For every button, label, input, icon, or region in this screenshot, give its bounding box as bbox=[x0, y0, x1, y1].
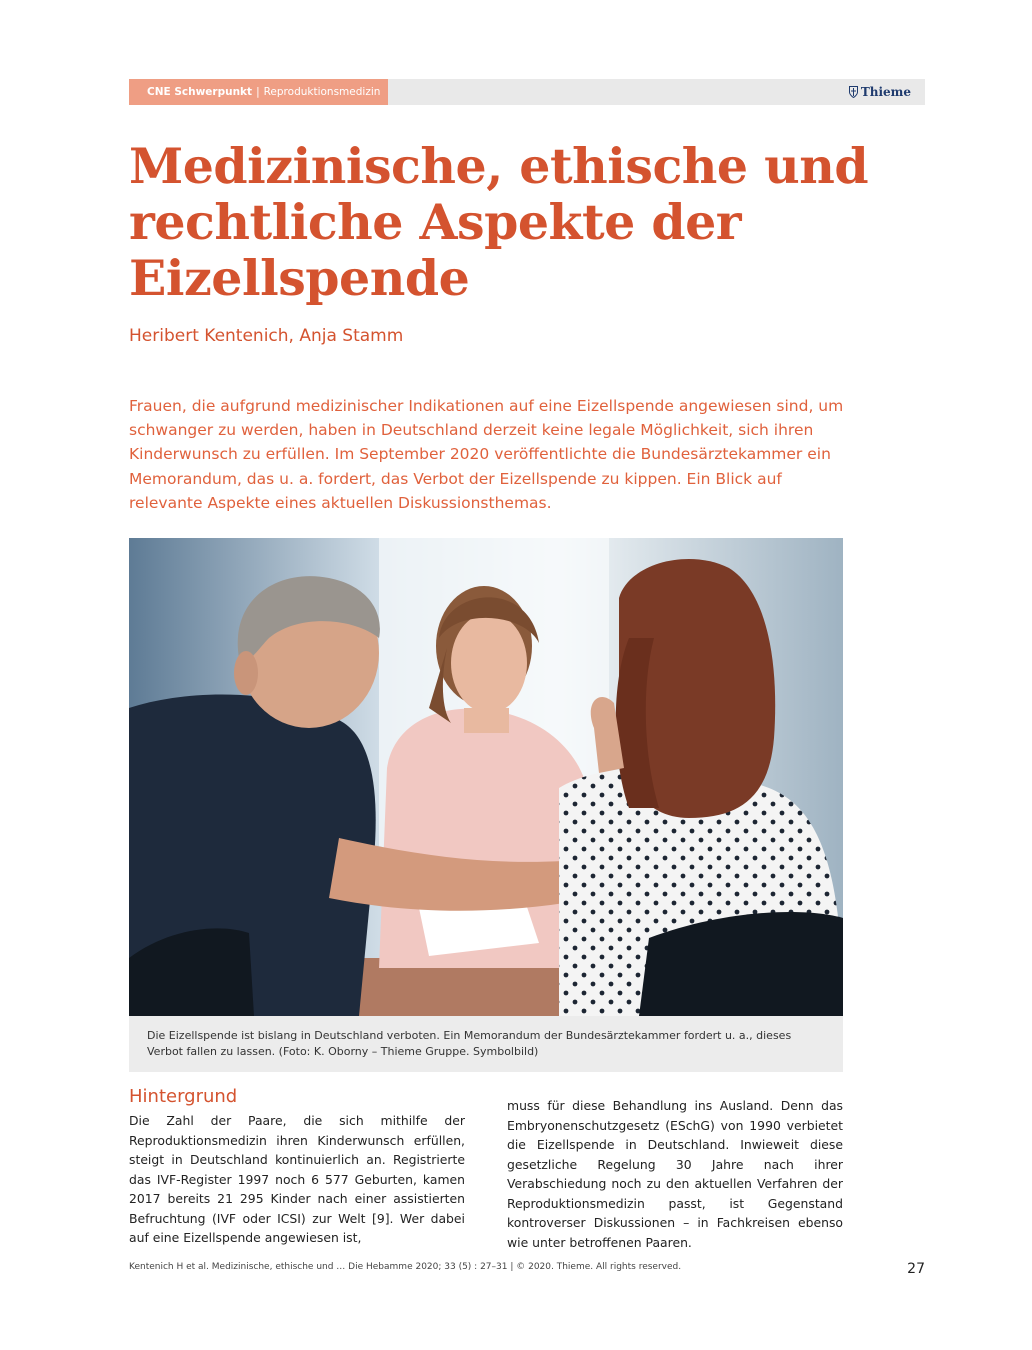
article-photo bbox=[129, 538, 843, 1016]
shield-icon bbox=[849, 86, 858, 98]
section-heading: Hintergrund bbox=[129, 1086, 238, 1107]
topic-label: Reproduktionsmedizin bbox=[263, 86, 381, 98]
paragraph-right: muss für diese Behandlung ins Ausland. Denn das Embryonenschutzgesetz (ESchG) von 1990 verbietet die Eizellspende in Deutschland. Inwieweit diese gesetzliche Regelung 30 Jahre nach ihrer Verabschiedung noch zu den aktuellen Verfahren der Reproduktionsmedizin passt, ist Gegenstand kontroverser Diskussionen – in Fachkreisen ebenso wie unter betroffenen Paaren. bbox=[507, 1098, 843, 1250]
header-separator: | bbox=[256, 86, 260, 98]
article-authors: Heribert Kentenich, Anja Stamm bbox=[129, 326, 404, 346]
column-right bbox=[507, 1096, 843, 1252]
article-title: Medizinische, ethische und rechtliche Aspekte der Eizellspende bbox=[129, 137, 869, 307]
article-lead: Frauen, die aufgrund medizinischer Indikationen auf eine Eizellspende angewiesen sind, um schwanger zu werden, haben in Deutschland derzeit keine legale Möglichkeit, sich ihren Kinderwunsch zu erfüllen. Im September 2020 veröffentlichte die Bundesärztekammer ein Memorandum, das u. a. fordert, das Verbot der Eizellspende zu kippen. Ein Blick auf relevante Aspekte eines aktuellen Diskussionsthemas. bbox=[129, 397, 844, 512]
photo-caption: Die Eizellspende ist bislang in Deutschland verboten. Ein Memorandum der Bundesärztekammer fordert u. a., dieses Verbot fallen zu lassen. (Foto: K. Oborny – Thieme Gruppe. Symbolbild) bbox=[129, 1016, 843, 1072]
section-tag bbox=[129, 79, 388, 105]
publisher-logo bbox=[849, 79, 911, 105]
running-header bbox=[129, 79, 925, 105]
page-number: 27 bbox=[907, 1261, 925, 1277]
paragraph-left: Die Zahl der Paare, die sich mithilfe der Reproduktionsmedizin ihren Kinderwunsch erfüllen, steigt in Deutschland kontinuierlich an. Registrierte das IVF-Register 1997 noch 6 577 Geburten, kamen 2017 bereits 21 295 Kinder nach einer assistierten Befruchtung (IVF oder ICSI) zur Welt [9]. Wer dabei auf eine Eizellspende angewiesen ist, bbox=[129, 1113, 465, 1245]
column-left bbox=[129, 1086, 465, 1248]
footer-citation: Kentenich H et al. Medizinische, ethische und … Die Hebamme 2020; 33 (5) : 27–31 | © 2020. Thieme. All rights reserved. bbox=[129, 1262, 682, 1272]
section-label: CNE Schwerpunkt bbox=[147, 86, 253, 98]
publisher-name: Thieme bbox=[860, 85, 911, 99]
